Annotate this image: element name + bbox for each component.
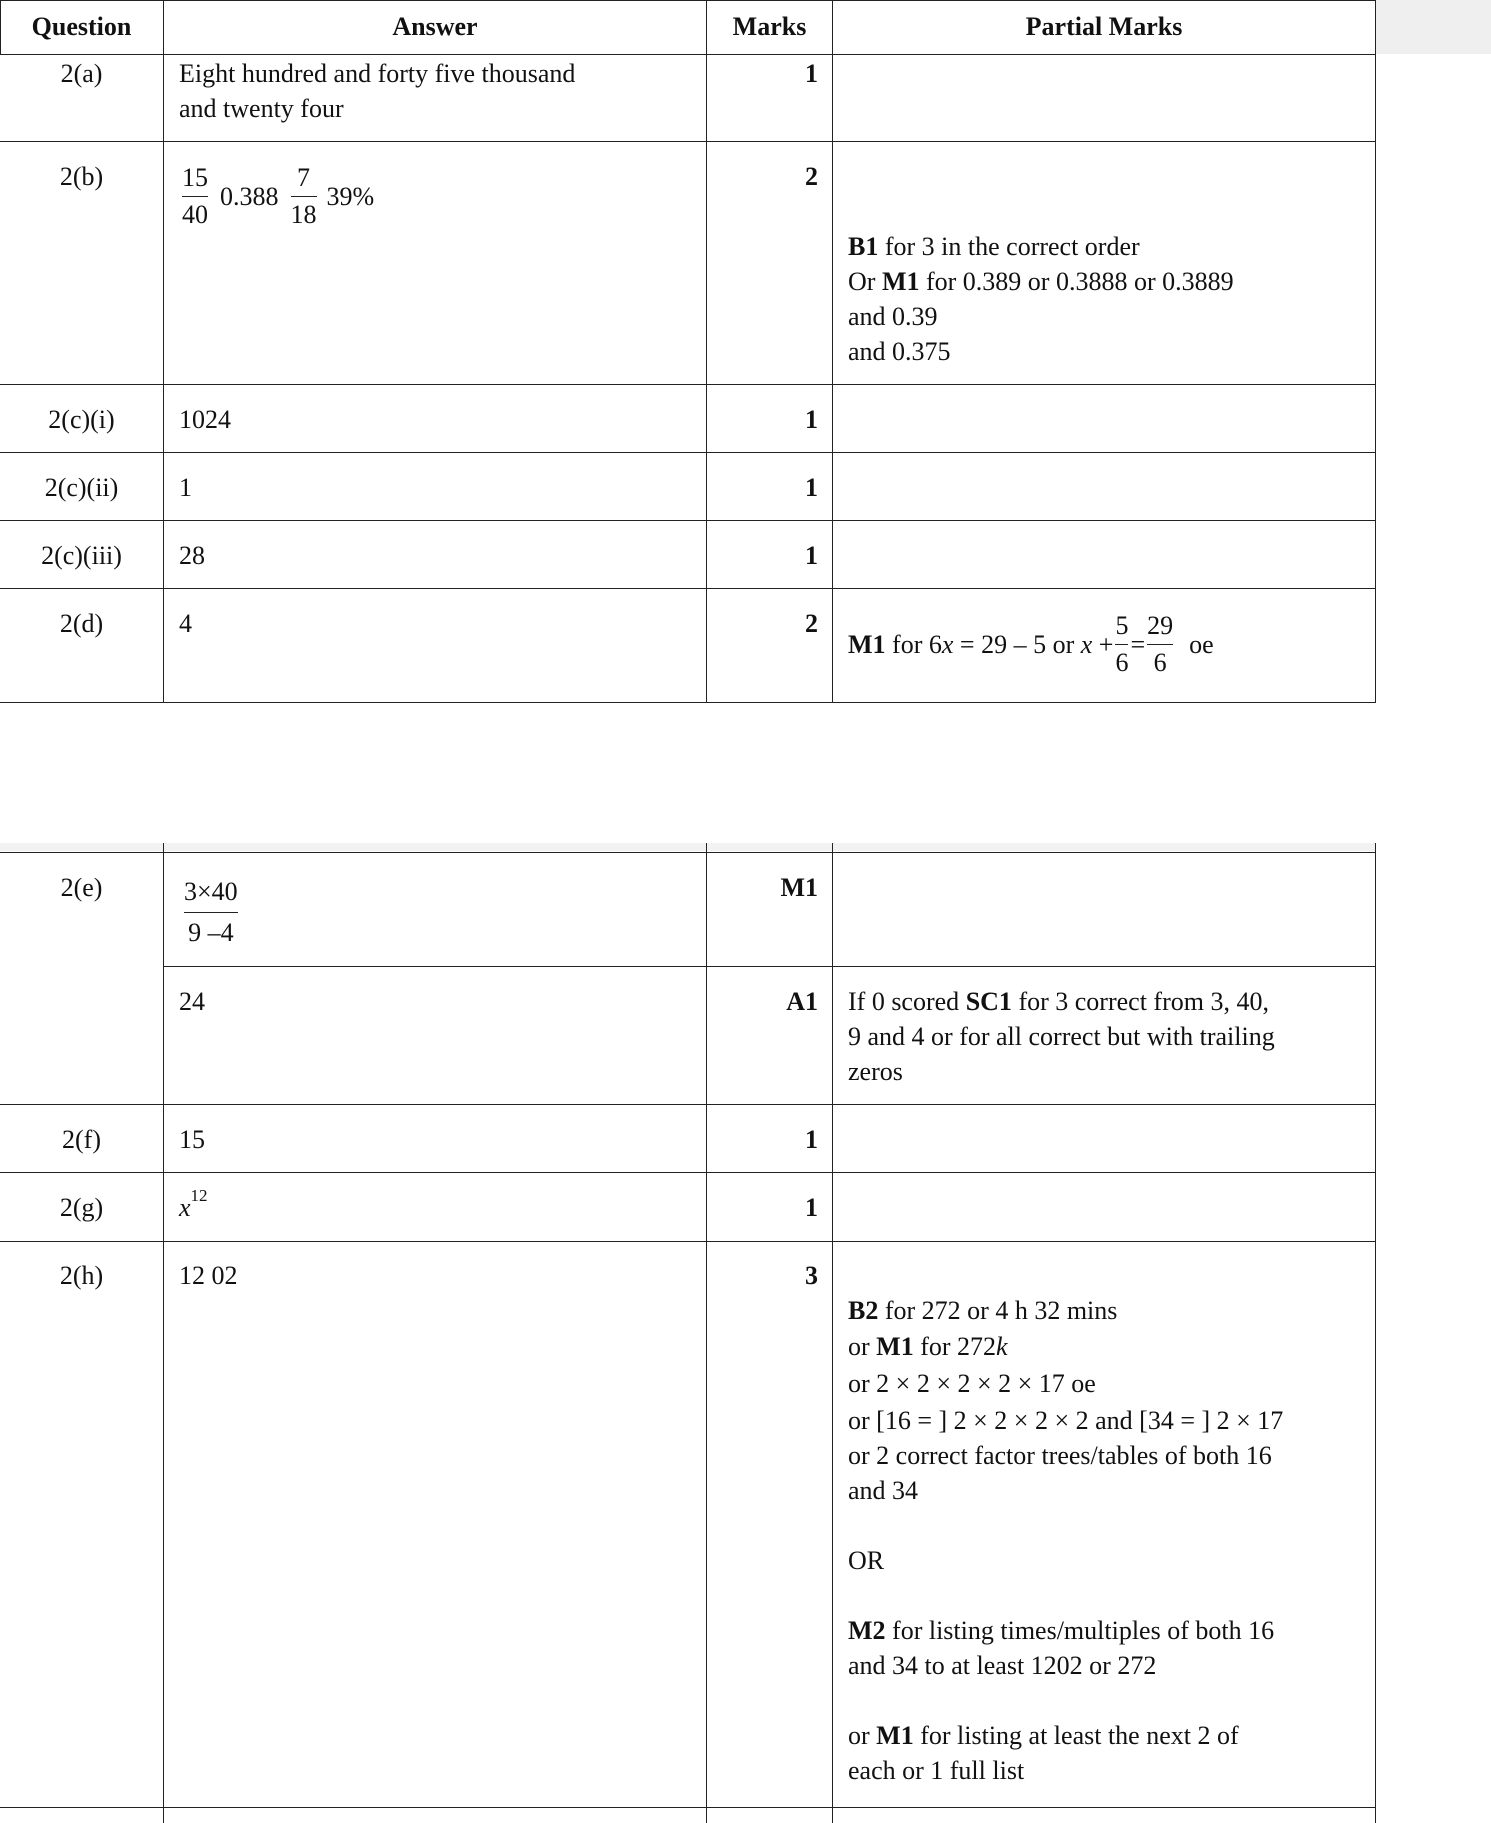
partial-text: or 2 × 2 × 2 × 2 × 17 oe	[848, 1369, 1096, 1398]
rule	[0, 1241, 1376, 1242]
fraction	[291, 160, 317, 233]
answer-power	[179, 1186, 208, 1225]
rule	[0, 384, 1376, 385]
denominator: 18	[290, 200, 317, 229]
rule	[0, 452, 1376, 453]
question-label: 2(d)	[59, 609, 104, 638]
marks-value: 1	[805, 405, 818, 434]
answer-text: 24	[179, 987, 205, 1016]
partial-marks-text	[848, 984, 1373, 1089]
question-label: 2(h)	[59, 1261, 104, 1290]
rule	[0, 141, 1376, 142]
rule	[1375, 843, 1376, 1823]
answer-value: 39%	[326, 182, 375, 211]
rule	[0, 0, 1376, 1]
right-margin-strip	[1376, 0, 1491, 54]
denominator: 40	[182, 200, 208, 229]
mark-code: B1	[848, 232, 879, 261]
question-label: 2(g)	[59, 1193, 104, 1222]
numerator: 29	[1147, 611, 1174, 640]
marks-value: 3	[805, 1261, 818, 1290]
denominator: 9 –4	[188, 918, 234, 947]
page-break-band	[0, 843, 1376, 851]
partial-text: Or	[848, 267, 882, 296]
marks-value: 2	[805, 162, 818, 191]
partial-text: for 272 or 4 h 32 mins	[878, 1296, 1118, 1325]
partial-marks-text	[848, 608, 1214, 681]
answer-line: Eight hundred and forty five thousand	[179, 59, 576, 88]
rule	[0, 1104, 1376, 1105]
fraction	[1115, 608, 1128, 681]
rule	[0, 702, 1376, 703]
marks-value: 1	[805, 541, 818, 570]
answer-value: 0.388	[220, 182, 279, 211]
denominator: 6	[1153, 648, 1167, 677]
mark-code: SC1	[965, 987, 1012, 1016]
header-partial-marks: Partial Marks	[833, 0, 1375, 54]
rule	[0, 520, 1376, 521]
marks-value: 1	[805, 59, 818, 88]
partial-text: for 0.389 or 0.3888 or 0.3889	[919, 267, 1234, 296]
marks-value: 1	[805, 473, 818, 502]
question-label: 2(c)(ii)	[44, 473, 119, 502]
partial-text: k	[996, 1332, 1008, 1361]
numerator: 3×40	[184, 877, 238, 906]
marks-value: 1	[805, 1125, 818, 1154]
partial-text: for 3 in the correct order	[878, 232, 1140, 261]
question-label: 2(c)(iii)	[41, 541, 122, 570]
answer-text: 1	[179, 473, 192, 502]
power-base: x	[179, 1193, 191, 1222]
partial-text: for listing at least the next 2 of	[913, 1721, 1239, 1750]
numerator: 15	[182, 163, 208, 192]
answer-text	[179, 56, 699, 126]
answer-ordering	[176, 160, 374, 233]
rule	[0, 0, 1, 54]
partial-text: and 0.39	[848, 302, 938, 331]
partial-text: and 0.375	[848, 337, 951, 366]
numerator: 5	[1115, 611, 1129, 640]
partial-text: or 2 correct factor trees/tables of both 16	[848, 1441, 1272, 1470]
question-label: 2(c)(i)	[48, 405, 115, 434]
partial-text: for listing times/multiples of both 16	[885, 1616, 1275, 1645]
partial-text: zeros	[848, 1057, 903, 1086]
partial-text: for 3 correct from 3, 40,	[1011, 987, 1269, 1016]
numerator: 7	[297, 163, 310, 192]
rule	[0, 1807, 1376, 1808]
partial-text: or	[848, 1332, 877, 1361]
answer-text: 4	[179, 609, 192, 638]
denominator: 6	[1115, 648, 1129, 677]
marks-value: 1	[805, 1193, 818, 1222]
partial-text: for 272	[913, 1332, 997, 1361]
header-marks: Marks	[707, 0, 832, 54]
partial-text: each or 1 full list	[848, 1756, 1025, 1785]
question-label: 2(f)	[62, 1125, 101, 1154]
mark-code: M2	[848, 1616, 886, 1645]
marks-value: M1	[780, 873, 818, 902]
fraction	[1147, 608, 1173, 681]
answer-text: 28	[179, 541, 205, 570]
partial-text: for 6x = 29 – 5 or x +	[885, 630, 1114, 659]
mark-code: B2	[848, 1296, 879, 1325]
rule	[163, 843, 164, 1823]
mark-code: M1	[848, 630, 886, 659]
partial-marks-text	[848, 1293, 1373, 1788]
header-answer: Answer	[164, 0, 706, 54]
partial-marks-text	[848, 229, 1368, 369]
partial-text: or [16 = ] 2 × 2 × 2 × 2 and [34 = ] 2 × 17	[848, 1406, 1284, 1435]
mark-code: M1	[876, 1721, 914, 1750]
mark-code: M1	[881, 267, 920, 296]
power-exponent: 12	[190, 1186, 208, 1205]
answer-text: 12 02	[179, 1261, 238, 1290]
rule	[832, 0, 833, 703]
header-question: Question	[0, 0, 163, 54]
fraction	[184, 872, 238, 953]
partial-text: oe	[1189, 630, 1214, 659]
rule	[706, 0, 707, 703]
partial-text: and 34 to at least 1202 or 272	[848, 1651, 1157, 1680]
rule	[0, 54, 1376, 55]
partial-text: OR	[848, 1546, 885, 1575]
equals-sign: =	[1130, 630, 1146, 659]
question-label: 2(e)	[60, 873, 103, 902]
rule	[832, 843, 833, 1823]
marks-value: A1	[786, 987, 818, 1016]
rule	[0, 852, 1376, 853]
rule	[0, 1172, 1376, 1173]
answer-text: 1024	[179, 405, 231, 434]
answer-line: and twenty four	[179, 94, 344, 123]
answer-text: 15	[179, 1125, 205, 1154]
question-label: 2(a)	[60, 59, 103, 88]
partial-text: 9 and 4 or for all correct but with trailing	[848, 1022, 1275, 1051]
rule	[1375, 0, 1376, 703]
fraction	[182, 160, 208, 233]
partial-text: and 34	[848, 1476, 919, 1505]
rule	[164, 966, 1376, 967]
rule	[163, 0, 164, 703]
partial-text: If 0 scored	[848, 987, 966, 1016]
rule	[0, 588, 1376, 589]
answer-fraction	[184, 872, 238, 953]
mark-code: M1	[876, 1332, 914, 1361]
question-label: 2(b)	[59, 162, 104, 191]
partial-text: or	[848, 1721, 877, 1750]
marks-value: 2	[805, 609, 818, 638]
